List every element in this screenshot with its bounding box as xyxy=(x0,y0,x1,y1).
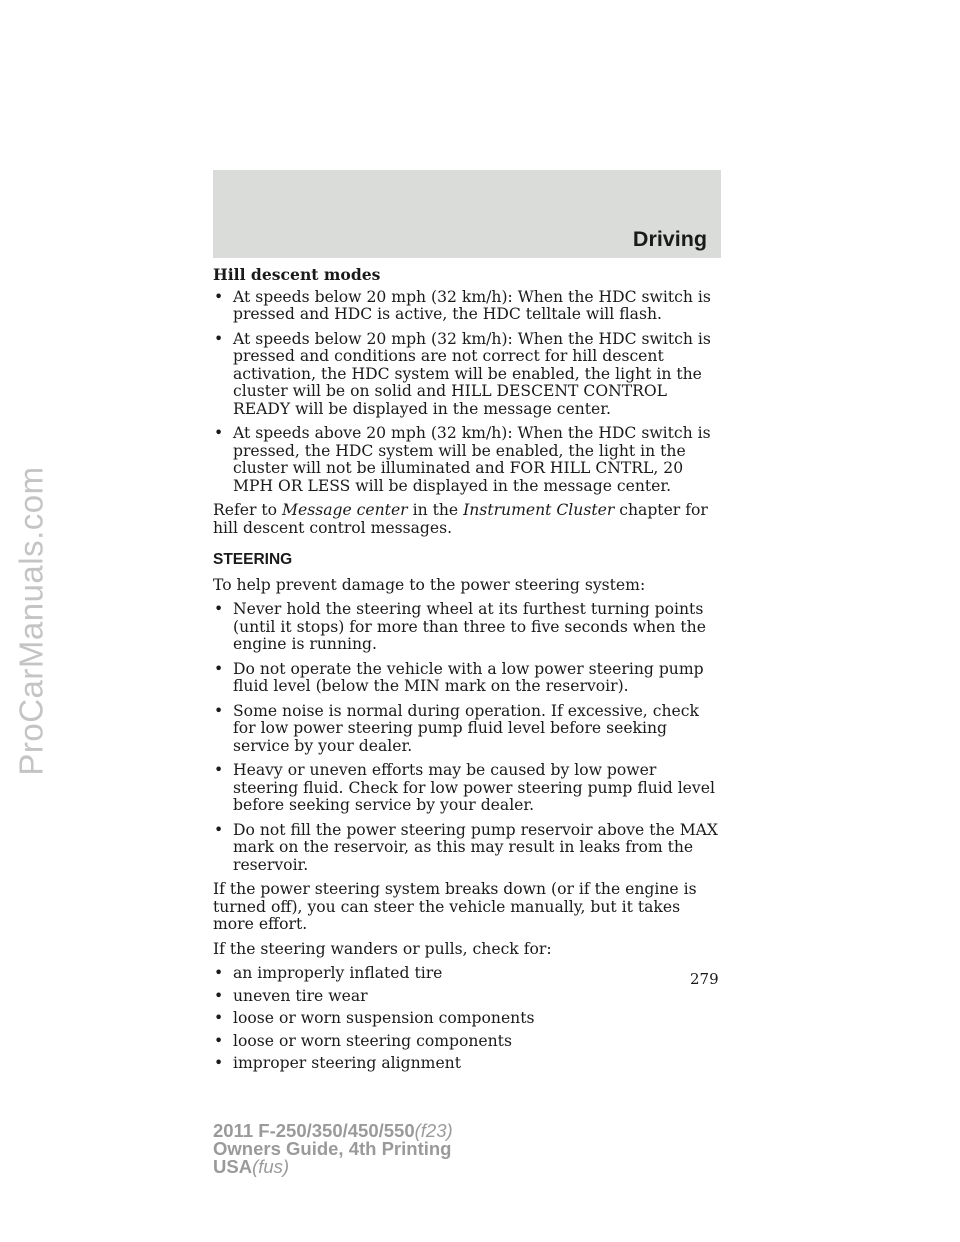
watermark-text: ProCarManuals.com xyxy=(13,466,50,776)
page-content xyxy=(213,266,723,1078)
refer-prefix: Refer to xyxy=(213,501,278,519)
steering-list xyxy=(213,601,723,874)
page-number: 279 xyxy=(690,970,719,988)
list-item: • an improperly inflated tire xyxy=(213,965,723,983)
footer-region: USA xyxy=(213,1156,253,1177)
list-item: • uneven tire wear xyxy=(213,988,723,1006)
list-item: • Do not operate the vehicle with a low power steering pump fluid level (below the MIN mark on the reservoir). xyxy=(213,661,723,696)
list-item: • Heavy or uneven efforts may be caused by low power steering fluid. Check for low power steering pump fluid level before seeking service by your dealer. xyxy=(213,762,723,815)
steering-intro: To help prevent damage to the power steering system: xyxy=(213,575,646,594)
steering-check-list xyxy=(213,965,723,1073)
hill-descent-heading: Hill descent modes xyxy=(213,265,381,284)
section-title: Driving xyxy=(632,227,707,251)
message-center-reference: Message center xyxy=(282,501,408,519)
refer-mid: in the xyxy=(412,501,459,519)
footer xyxy=(213,1122,453,1176)
list-item: • Some noise is normal during operation. If excessive, check for low power steering pump fluid level before seeking service by your dealer. xyxy=(213,703,723,756)
list-item: • Do not fill the power steering pump reservoir above the MAX mark on the reservoir, as this may result in leaks from the reservoir. xyxy=(213,822,723,875)
list-item: • Never hold the steering wheel at its furthest turning points (until it stops) for more than three to five seconds when the engine is running. xyxy=(213,601,723,654)
section-header xyxy=(213,170,721,258)
list-item: • improper steering alignment xyxy=(213,1055,723,1073)
hill-descent-list xyxy=(213,289,723,496)
list-item: • At speeds below 20 mph (32 km/h): When the HDC switch is pressed and conditions are not correct for hill descent activation, the HDC system will be enabled, the light in the cluster will be on solid and HILL DESCENT CONTROL READY will be displayed in the message center. xyxy=(213,331,723,419)
footer-region-line xyxy=(213,1158,453,1176)
footer-model: 2011 F-250/350/450/550 xyxy=(213,1120,415,1141)
footer-guide: Owners Guide, 4th Printing xyxy=(213,1138,452,1159)
footer-model-code: (f23) xyxy=(414,1120,453,1141)
steering-wanders-intro: If the steering wanders or pulls, check for: xyxy=(213,939,552,958)
instrument-cluster-reference: Instrument Cluster xyxy=(463,501,615,519)
list-item: • loose or worn steering components xyxy=(213,1033,723,1051)
footer-region-code: (fus) xyxy=(252,1156,290,1177)
steering-heading: STEERING xyxy=(213,551,293,568)
list-item: • At speeds above 20 mph (32 km/h): When the HDC switch is pressed, the HDC system will be enabled, the light in the cluster will not be illuminated and FOR HILL CNTRL, 20 MPH OR LESS will be displayed in the message center. xyxy=(213,425,723,495)
refer-paragraph xyxy=(213,502,723,537)
list-item: • At speeds below 20 mph (32 km/h): When the HDC switch is pressed and HDC is active, the HDC telltale will flash. xyxy=(213,289,723,324)
watermark xyxy=(2,0,62,1242)
steering-breakdown: If the power steering system breaks down (or if the engine is turned off), you can steer the vehicle manually, but it takes more effort. xyxy=(213,880,697,933)
refer-suffix: chapter for hill descent control messages. xyxy=(213,501,708,537)
list-item: • loose or worn suspension components xyxy=(213,1010,723,1028)
